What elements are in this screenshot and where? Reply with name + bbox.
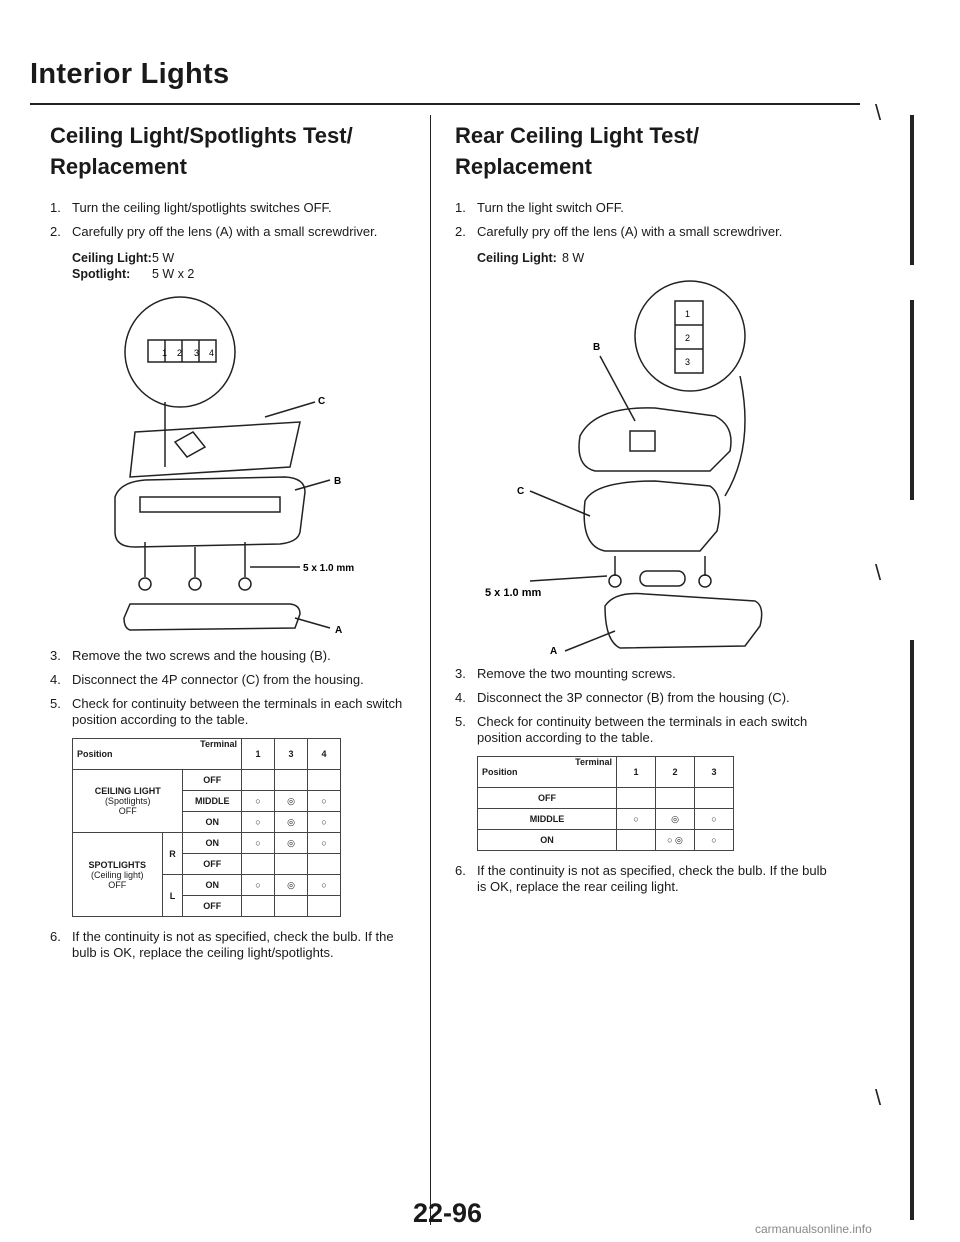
ceiling-light-section xyxy=(50,120,420,969)
side-r: R xyxy=(162,833,183,875)
label-c: C xyxy=(318,396,326,407)
step-1: 1. Turn the ceiling light/spotlights switches OFF. xyxy=(50,200,332,215)
pos-on: ON xyxy=(183,812,242,833)
edge-tick-1: \ xyxy=(875,100,882,125)
rear-light-steps xyxy=(455,200,835,240)
rear-pos-off: OFF xyxy=(478,788,617,809)
rear-col-2: 2 xyxy=(656,757,695,788)
page-title: Interior Lights xyxy=(30,58,230,90)
label-a: A xyxy=(335,625,343,636)
ceiling-light-section-title: Ceiling Light/Spotlights Test/ Replacement xyxy=(50,123,353,179)
rear-ceiling-light-section-title: Rear Ceiling Light Test/ Replacement xyxy=(455,123,700,179)
rear-col-3: 3 xyxy=(695,757,734,788)
edge-bar-top xyxy=(910,115,914,265)
column-divider xyxy=(430,115,431,1225)
edge-bar-bottom xyxy=(910,640,914,1220)
rear-light-steps-continued xyxy=(455,666,835,746)
col-1: 1 xyxy=(242,739,275,770)
rear-light-continuity-table: Terminal Position 1 2 3 OFF MIDDLE ○ ◎ ○ ON ○ ◎ ○ xyxy=(477,756,734,851)
spec-ceiling: Ceiling Light:5 W xyxy=(72,251,175,265)
label-b: B xyxy=(334,476,342,487)
rear-pin-label-3: 3 xyxy=(685,357,691,367)
rear-step-1: 1. Turn the light switch OFF. xyxy=(455,200,624,215)
step-4: 4. Disconnect the 4P connector (C) from the housing. xyxy=(50,672,364,687)
step-3: 3. Remove the two screws and the housing (B). xyxy=(50,648,331,663)
rear-step-3: 3. Remove the two mounting screws. xyxy=(455,666,676,681)
ceiling-light-steps xyxy=(50,200,420,240)
page-number: 22-96 xyxy=(413,1198,483,1228)
rear-ceiling-light-section xyxy=(455,120,835,903)
rear-table-header-terminal: Terminal Position xyxy=(478,757,617,788)
rear-col-1: 1 xyxy=(617,757,656,788)
ceiling-light-steps-final xyxy=(50,929,420,961)
pin-label-1: 1 xyxy=(162,348,168,358)
pos-r-off: OFF xyxy=(183,854,242,875)
rear-pin-label-1: 1 xyxy=(685,309,691,319)
rear-ceiling-light-exploded-diagram xyxy=(455,276,835,656)
rear-label-c: C xyxy=(517,486,525,497)
rear-pos-middle: MIDDLE xyxy=(478,809,617,830)
pos-middle: MIDDLE xyxy=(183,791,242,812)
edge-bar-mid xyxy=(910,300,914,500)
row-spotlights: SPOTLIGHTS (Ceiling light) OFF xyxy=(73,833,163,917)
ceiling-light-exploded-diagram xyxy=(50,292,370,602)
watermark: carmanualsonline.info xyxy=(755,1222,872,1236)
row-ceiling-light: CEILING LIGHT (Spotlights) OFF xyxy=(73,770,183,833)
step-6: 6. If the continuity is not as specified, check the bulb. If the bulb is OK, replace the ceiling light/spotlights. xyxy=(50,929,394,960)
col-3: 3 xyxy=(275,739,308,770)
pin-label-4: 4 xyxy=(209,348,215,358)
table-header-terminal: Terminal Position xyxy=(73,739,242,770)
rear-light-steps-final xyxy=(455,863,835,895)
rear-pin-label-2: 2 xyxy=(685,333,691,343)
rear-label-b: B xyxy=(593,342,601,353)
label-screw-size: 5 x 1.0 mm xyxy=(303,563,355,574)
rear-step-5: 5. Check for continuity between the terminals in each switch position according to the table. xyxy=(455,714,808,745)
edge-tick-2: \ xyxy=(875,560,882,585)
rear-step-6: 6. If the continuity is not as specified, check the bulb. If the bulb is OK, replace the rear ceiling light. xyxy=(455,863,827,894)
rear-label-a: A xyxy=(550,646,558,656)
pin-label-2: 2 xyxy=(177,348,183,358)
col-4: 4 xyxy=(308,739,341,770)
pos-off: OFF xyxy=(183,770,242,791)
bulb-specs xyxy=(72,250,420,282)
pos-l-off: OFF xyxy=(183,896,242,917)
step-2: 2. Carefully pry off the lens (A) with a small screwdriver. xyxy=(50,224,378,239)
rear-bulb-spec: Ceiling Light: 8 W xyxy=(477,251,585,265)
spec-spotlight: Spotlight: 5 W x 2 xyxy=(72,267,195,281)
rear-pos-on: ON xyxy=(478,830,617,851)
ceiling-light-steps-continued xyxy=(50,648,420,728)
lens-diagram xyxy=(50,598,370,638)
ceiling-light-continuity-table: Terminal Position 1 3 4 CEILING LIGHT (Spotlights) OFF OFF MIDDLE ○ ◎ ○ ON ○ ◎ ○ SPOTLIGHTS (Ceiling light) OFF R ON ○ ◎ ○ OFF L ON ○ ◎ ○ OFF xyxy=(72,738,341,917)
side-l: L xyxy=(162,875,183,917)
rear-step-2: 2. Carefully pry off the lens (A) with a small screwdriver. xyxy=(455,224,783,239)
rear-label-screw-size: 5 x 1.0 mm xyxy=(485,587,542,599)
rear-step-4: 4. Disconnect the 3P connector (B) from the housing (C). xyxy=(455,690,790,705)
edge-tick-3: \ xyxy=(875,1085,882,1110)
pin-label-3: 3 xyxy=(194,348,200,358)
step-5: 5. Check for continuity between the terminals in each switch position according to the table. xyxy=(50,696,403,727)
pos-r-on: ON xyxy=(183,833,242,854)
title-rule xyxy=(30,103,860,105)
pos-l-on: ON xyxy=(183,875,242,896)
